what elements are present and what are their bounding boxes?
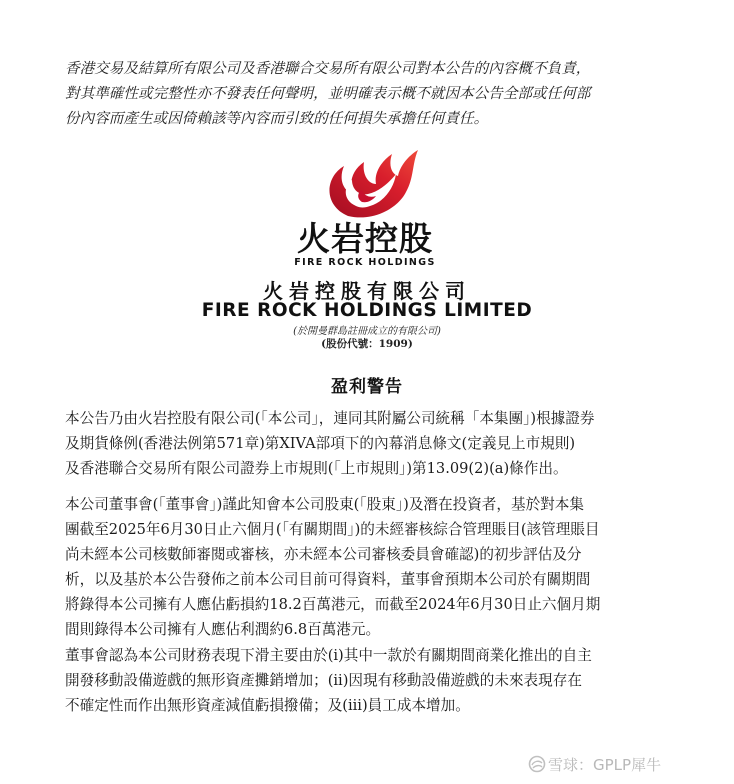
announcement-title: 盈利警告 [331,377,403,397]
paragraph-line: 董事會認為本公司財務表現下滑主要由於(i)其中一款於有關期間商業化推出的自主 [65,647,592,664]
company-name-cn: 火岩控股有限公司 [263,279,471,303]
paragraph-profit-warning [65,492,685,642]
disclaimer-line: 香港交易及結算所有限公司及香港聯合交易所有限公司對本公告的內容概不負責， [65,60,591,77]
disclaimer-line: 對其準確性或完整性亦不發表任何聲明，並明確表示概不就因本公告全部或任何部 [65,85,591,102]
paragraph-line: 團截至2025年6月30日止六個月(「有關期間」)的未經審核綜合管理賬目(該管理賬目 [65,521,600,538]
paragraph-line: 本公司董事會(「董事會」)謹此知會本公司股東(「股東」)及潛在投資者，基於對本集 [65,496,584,513]
company-name-en: FIRE ROCK HOLDINGS LIMITED [201,300,533,321]
paragraph-line: 本公告乃由火岩控股有限公司(「本公司」，連同其附屬公司統稱「本集團」)根據證券 [65,410,595,427]
watermark [528,754,661,775]
paragraph-line: 及期貨條例(香港法例第571章)第XIVA部項下的內幕消息條文(定義見上市規則) [65,435,576,452]
paragraph-line: 不確定性而作出無形資產減值虧損撥備；及(iii)員工成本增加。 [65,697,470,714]
disclaimer-text [65,56,675,131]
paragraph-line: 將錄得本公司擁有人應佔虧損約18.2百萬港元，而截至2024年6月30日止六個月期 [65,596,601,613]
paragraph-line: 開發移動設備遊戲的無形資產攤銷增加；(ii)因現有移動設備遊戲的未來表現存在 [65,672,582,689]
paragraph-intro [65,406,685,481]
paragraph-line: 間則錄得本公司擁有人應佔利潤約6.8百萬港元。 [65,621,381,638]
logo-wordmark-cn: 火岩控股 [297,219,433,258]
watermark-text: 雪球：GPLP犀牛 [548,756,662,774]
paragraph-line: 析，以及基於本公告發佈之前本公司目前可得資料，董事會預期本公司於有關期間 [65,571,591,588]
incorporation-note: (於開曼群島註冊成立的有限公司) [293,326,441,337]
stock-code: (股份代號：1909) [321,338,413,350]
paragraph-line: 尚未經本公司核數師審閱或審核，亦未經本公司審核委員會確認)的初步評估及分 [65,546,582,563]
disclaimer-line: 份內容而產生或因倚賴該等內容而引致的任何損失承擔任何責任。 [65,110,489,127]
paragraph-line: 及香港聯合交易所有限公司證券上市規則(「上市規則」)第13.09(2)(a)條作出。 [65,460,568,477]
flame-logo-icon [318,144,422,222]
paragraph-reasons [65,643,685,718]
snowball-icon [528,755,546,773]
logo-wordmark-en: FIRE ROCK HOLDINGS [294,257,436,268]
